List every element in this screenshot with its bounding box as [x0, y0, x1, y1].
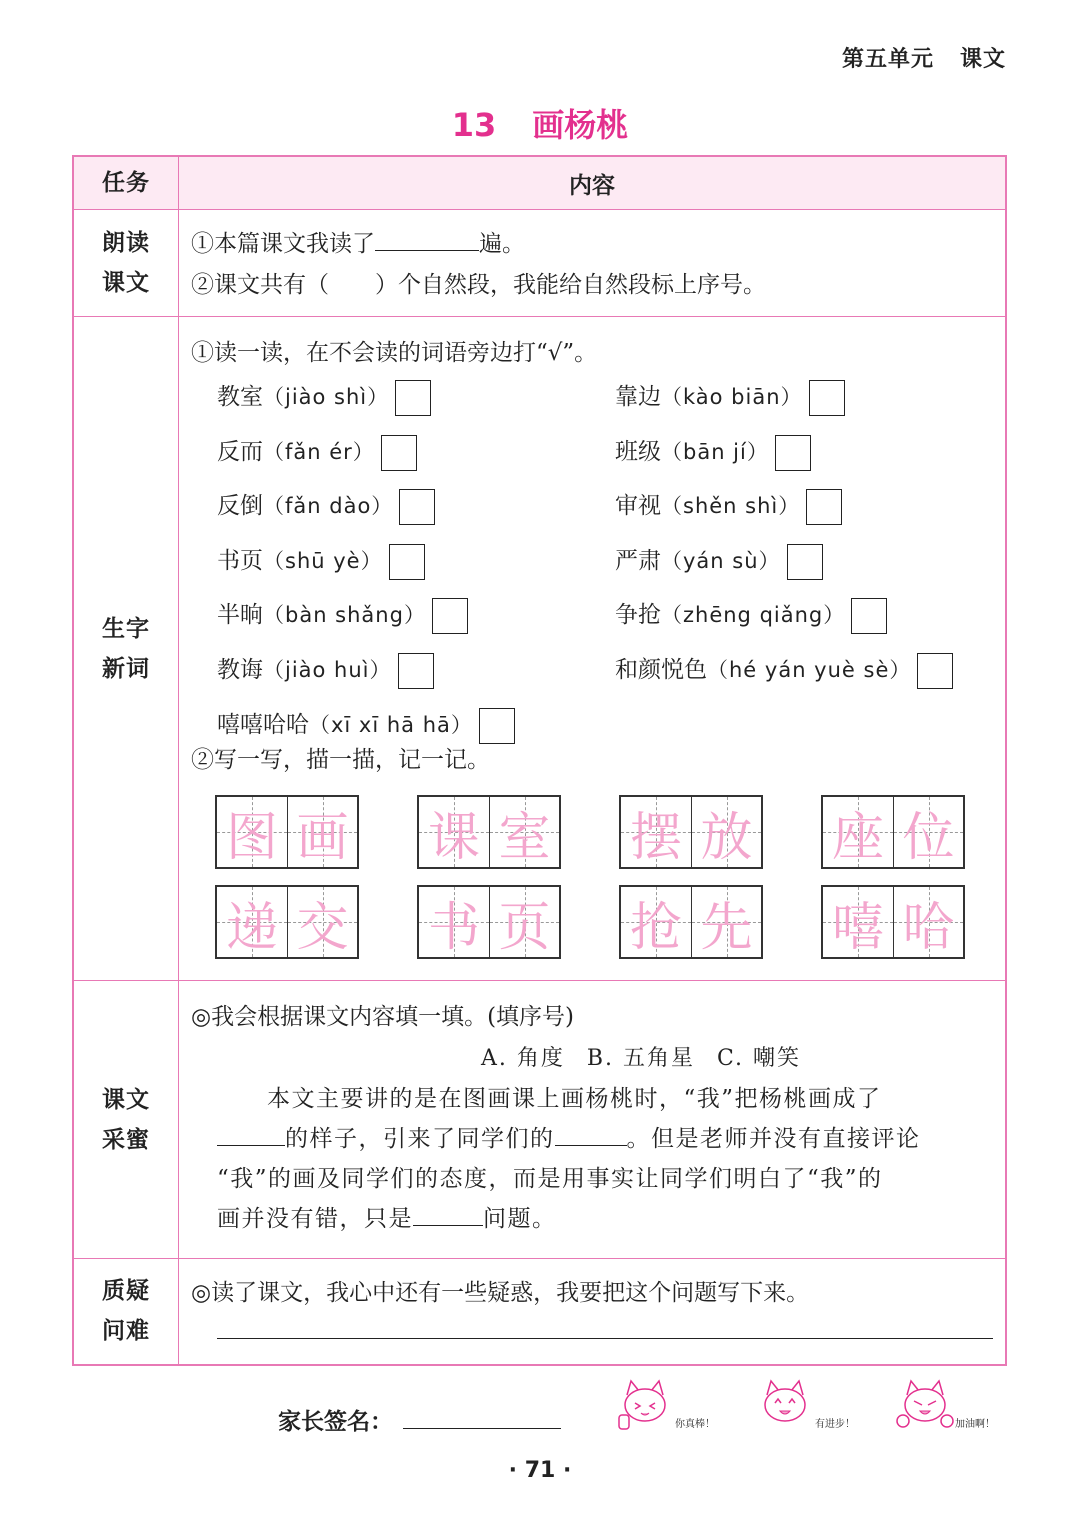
vocab-word: 教室: [217, 384, 263, 410]
writing-grid[interactable]: [215, 795, 359, 869]
summary-text-4a: 画并没有错，只是: [217, 1206, 413, 1232]
check-box[interactable]: [809, 380, 845, 416]
grid-square[interactable]: [691, 887, 761, 957]
question-task: [73, 1259, 179, 1365]
question-answer-line[interactable]: [217, 1328, 993, 1339]
check-box[interactable]: [806, 489, 842, 525]
grid-square[interactable]: [823, 797, 893, 867]
check-box[interactable]: [398, 653, 434, 689]
trace-character: 位: [902, 807, 955, 868]
vocab-pinyin: （shěn shì）: [661, 494, 801, 519]
grid-square[interactable]: [419, 797, 489, 867]
vocab-word: 反倒: [217, 493, 263, 520]
vocab-pinyin: （fǎn dào）: [263, 494, 394, 519]
vocab-word: 教诲: [217, 657, 263, 683]
vocab-list: [191, 374, 993, 754]
vocab-pinyin: （jiào shì）: [263, 385, 390, 409]
vocab-word: 审视: [615, 493, 661, 520]
trace-character: 座: [831, 807, 884, 868]
vocab-pinyin: （fǎn ér）: [263, 439, 375, 464]
vocab-pinyin: （bān jí）: [661, 439, 769, 464]
read-count-blank[interactable]: [375, 224, 479, 251]
summary-line-4: [217, 1199, 993, 1239]
vocab-word: 半晌: [217, 602, 263, 629]
trace-character: 嘻: [831, 897, 884, 958]
vocab-instruction-1: ①读一读，在不会读的词语旁边打“√”。: [191, 340, 598, 366]
vocab-pinyin: （yán sù）: [661, 548, 781, 573]
fill-blank-1[interactable]: [217, 1119, 285, 1146]
task-label-line2: 新词: [102, 655, 150, 682]
writing-grid[interactable]: [417, 885, 561, 959]
vocab-word: 争抢: [615, 602, 661, 629]
worksheet-table: [72, 155, 1007, 1366]
content-column-header: 内容: [179, 156, 1007, 210]
summary-text-2b: 。但是老师并没有直接评论: [626, 1126, 921, 1152]
grid-square[interactable]: [287, 797, 357, 867]
writing-grid[interactable]: [619, 795, 763, 869]
trace-character: 交: [296, 897, 349, 958]
trace-character: 室: [498, 807, 551, 868]
summary-paragraph: [191, 1079, 993, 1239]
vocab-pinyin: （shū yè）: [263, 548, 383, 573]
vocab-task: [73, 317, 179, 981]
vocab-word: 严肃: [615, 547, 661, 574]
task-column-header: 任务: [73, 156, 179, 210]
writing-grid[interactable]: [215, 885, 359, 959]
trace-character: 图: [225, 807, 278, 868]
vocab-item: [615, 542, 823, 580]
vocab-pinyin: （hé yán yuè sè）: [707, 658, 912, 682]
check-box[interactable]: [851, 598, 887, 634]
trace-character: 哈: [902, 897, 955, 958]
task-label-line1: 课文: [102, 1086, 150, 1113]
writing-grid-area: [191, 787, 993, 965]
grid-square[interactable]: [287, 887, 357, 957]
trace-character: 放: [700, 807, 753, 868]
vocab-item: [615, 378, 845, 416]
lesson-number: 13: [451, 106, 497, 144]
trace-character: 递: [225, 897, 278, 958]
trace-character: 抢: [629, 897, 682, 958]
vocab-word: 书页: [217, 547, 263, 574]
writing-grid[interactable]: [619, 885, 763, 959]
vocab-instruction-2: ②写一写，描一描，记一记。: [191, 747, 490, 773]
trace-character: 画: [296, 807, 349, 868]
trace-character: 先: [700, 897, 753, 958]
vocab-item: [615, 651, 953, 689]
grid-square[interactable]: [489, 797, 559, 867]
grid-square[interactable]: [217, 797, 287, 867]
vocab-word: 和颜悦色: [615, 657, 707, 683]
vocab-item: [217, 378, 431, 416]
page-header: [816, 42, 1006, 73]
trace-character: 书: [427, 897, 480, 958]
vocab-pinyin: （kào biān）: [661, 385, 803, 409]
table-header-row: [73, 156, 1006, 210]
vocab-word: 反而: [217, 438, 263, 465]
summary-text-2a: 的样子，引来了同学们的: [285, 1126, 555, 1152]
task-label-line2: 采蜜: [102, 1126, 150, 1153]
option-a: A. 角度: [480, 1046, 565, 1071]
vocab-pinyin: （zhēng qiǎng）: [661, 603, 846, 628]
vocab-item: [615, 596, 887, 634]
cat-face-icon: [755, 1375, 815, 1435]
question-instruction: ◎读了课文，我心中还有一些疑惑，我要把这个问题写下来。: [191, 1280, 810, 1306]
reading-task: [73, 210, 179, 317]
task-label-line2: 课文: [102, 270, 150, 296]
summary-row: [73, 981, 1006, 1259]
parent-signature: [278, 1402, 561, 1436]
summary-task: [73, 981, 179, 1259]
signature-label: 家长签名：: [278, 1409, 393, 1435]
reading-row: [73, 210, 1006, 317]
check-box[interactable]: [775, 435, 811, 471]
task-label-line2: 问难: [102, 1318, 150, 1345]
summary-line-2: [217, 1119, 993, 1159]
reading-line-2: ②课文共有（ ）个自然段，我能给自然段标上序号。: [191, 272, 766, 298]
encouragement-stickers: [615, 1375, 1015, 1435]
grid-square[interactable]: [691, 797, 761, 867]
trace-character: 页: [498, 897, 551, 958]
section-label: 课文: [959, 46, 1006, 72]
vocab-pinyin: （xī xī hā hā）: [309, 712, 473, 737]
vocab-row: [73, 317, 1006, 981]
task-label-line1: 朗读: [102, 230, 150, 256]
cat-face-icon: [895, 1375, 955, 1435]
summary-options: [191, 1038, 993, 1079]
check-box[interactable]: [917, 653, 953, 689]
vocab-word: 靠边: [615, 384, 661, 410]
signature-line[interactable]: [403, 1402, 561, 1429]
lesson-title: [0, 100, 1080, 146]
vocab-item: [615, 487, 842, 525]
vocab-item: [217, 542, 425, 580]
check-box[interactable]: [395, 380, 431, 416]
trace-character: 课: [427, 807, 480, 868]
cat-face-icon: [615, 1375, 675, 1435]
reading-line1-text: ①本篇课文我读了: [191, 231, 375, 257]
summary-text-4b: 问题。: [483, 1206, 557, 1232]
vocab-item: [217, 651, 434, 689]
grid-square[interactable]: [489, 887, 559, 957]
cat-sticker-2: [755, 1375, 875, 1435]
writing-grid[interactable]: [821, 795, 965, 869]
fill-blank-3[interactable]: [413, 1199, 483, 1226]
sticker-caption-2: 有进步！: [815, 1419, 855, 1430]
vocab-item: [217, 433, 417, 471]
summary-instruction: ◎我会根据课文内容填一填。(填序号): [191, 1004, 575, 1030]
writing-grid[interactable]: [417, 795, 561, 869]
check-box[interactable]: [479, 708, 515, 744]
sticker-caption-3: 加油啊！: [955, 1419, 995, 1430]
unit-label: 第五单元: [841, 46, 934, 72]
task-label-line1: 质疑: [102, 1278, 150, 1305]
vocab-pinyin: （jiào huì）: [263, 658, 392, 682]
vocab-item: [217, 487, 435, 525]
writing-grid[interactable]: [821, 885, 965, 959]
grid-square[interactable]: [893, 887, 963, 957]
grid-square[interactable]: [217, 887, 287, 957]
vocab-item: [615, 433, 811, 471]
lesson-name: 画杨桃: [532, 106, 629, 144]
trace-character: 摆: [629, 807, 682, 868]
grid-square[interactable]: [823, 887, 893, 957]
vocab-word: 班级: [615, 438, 661, 465]
check-box[interactable]: [787, 544, 823, 580]
grid-square[interactable]: [621, 797, 691, 867]
sticker-caption-1: 你真棒！: [675, 1419, 715, 1430]
summary-line-3: “我”的画及同学们的态度，而是用事实让同学们明白了“我”的: [217, 1166, 883, 1192]
check-box[interactable]: [432, 598, 468, 634]
vocab-item: [217, 706, 515, 744]
grid-square[interactable]: [893, 797, 963, 867]
fill-blank-2[interactable]: [555, 1119, 627, 1146]
page-number: · 71 ·: [508, 1458, 572, 1483]
cat-sticker-3: [895, 1375, 1015, 1435]
option-b: B. 五角星: [586, 1046, 695, 1071]
question-row: [73, 1259, 1006, 1365]
reading-line-1: [191, 224, 993, 265]
check-box[interactable]: [389, 544, 425, 580]
reading-line1-suffix: 遍。: [479, 231, 525, 257]
option-c: C. 嘲笑: [716, 1046, 802, 1071]
grid-square[interactable]: [621, 887, 691, 957]
check-box[interactable]: [399, 489, 435, 525]
vocab-item: [217, 596, 468, 634]
cat-sticker-1: [615, 1375, 735, 1435]
check-box[interactable]: [381, 435, 417, 471]
vocab-word: 嘻嘻哈哈: [217, 711, 309, 738]
task-label-line1: 生字: [102, 615, 150, 642]
grid-square[interactable]: [419, 887, 489, 957]
vocab-pinyin: （bàn shǎng）: [263, 603, 426, 628]
summary-line-1: 本文主要讲的是在图画课上画杨桃时，“我”把杨桃画成了: [267, 1086, 882, 1112]
